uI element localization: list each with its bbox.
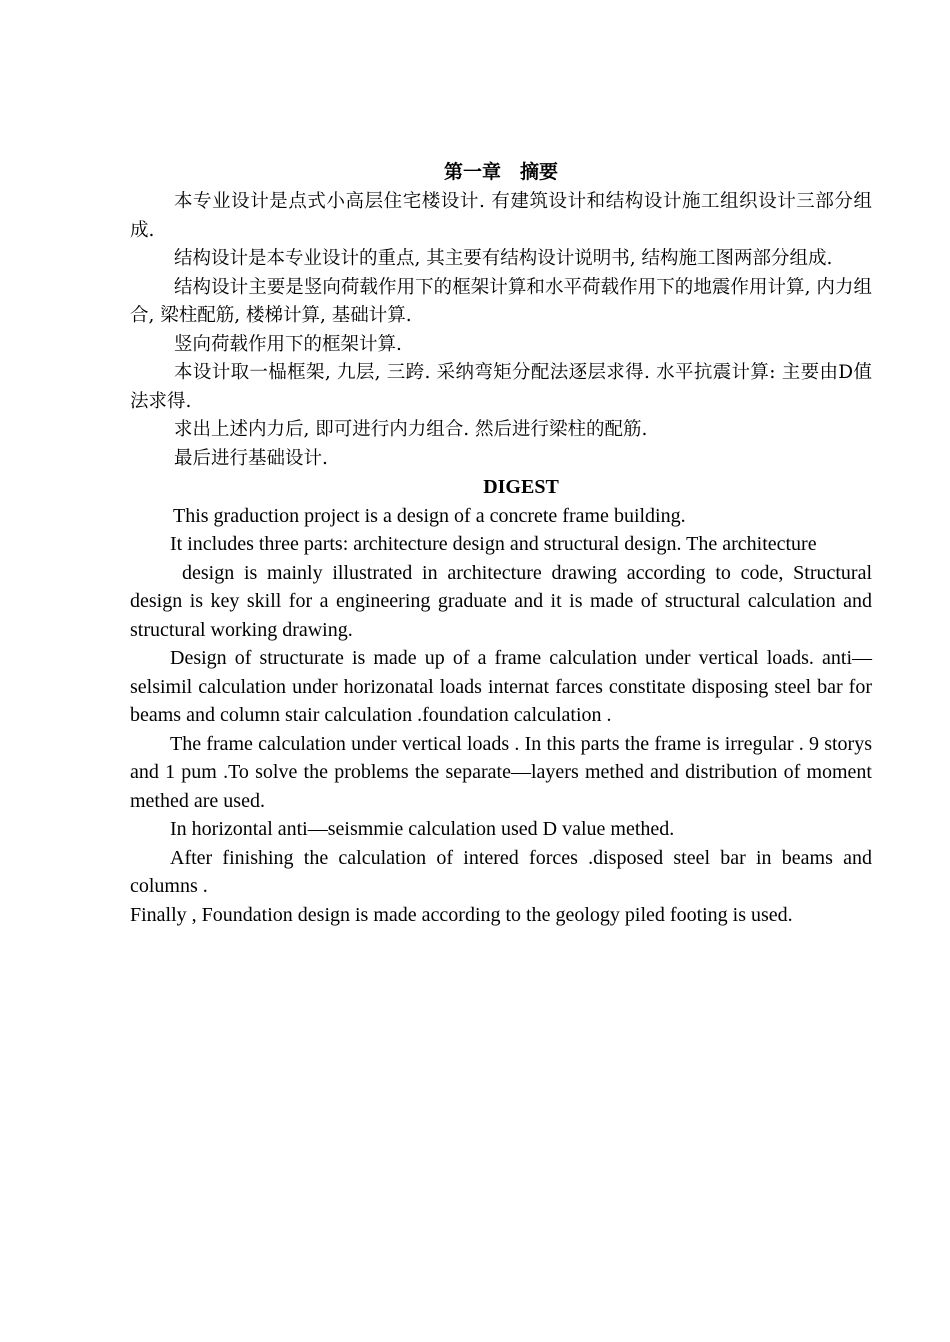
zh-paragraph-6: 求出上述内力后, 即可进行内力组合. 然后进行梁柱的配筋. xyxy=(174,419,648,440)
document-body xyxy=(130,156,872,929)
en-paragraph-5: The frame calculation under vertical loads . In this parts the frame is irregular . 9 storys and 1 pum .To solve the problems the separate—layers methed and distribution of moment methed are used. xyxy=(130,732,872,812)
zh-paragraph-3: 结构设计主要是竖向荷载作用下的框架计算和水平荷载作用下的地震作用计算, 内力组合, 梁柱配筋, 楼梯计算, 基础计算. xyxy=(130,276,872,326)
en-paragraph-3: design is mainly illustrated in architecture drawing according to code, Structural design is key skill for a engineering graduate and it is made of structural calculation and structural working drawing. xyxy=(130,561,872,641)
en-paragraph-7: After finishing the calculation of intered forces .disposed steel bar in beams and columns . xyxy=(130,846,872,897)
zh-paragraph-1: 本专业设计是点式小高层住宅楼设计. 有建筑设计和结构设计施工组织设计三部分组成. xyxy=(130,191,872,241)
zh-paragraph-4: 竖向荷载作用下的框架计算. xyxy=(174,333,402,355)
en-paragraph-6: In horizontal anti—seismmie calculation used D value methed. xyxy=(170,818,675,840)
en-paragraph-4: Design of structurate is made up of a frame calculation under vertical loads. anti—selsimil calculation under horizonatal loads internat farces constitate disposing steel bar for beams and column stair calculation .foundation calculation . xyxy=(130,647,872,726)
zh-paragraph-5: 本设计取一榀框架, 九层, 三跨. 采纳弯矩分配法逐层求得. 水平抗震计算: 主要由D值法求得. xyxy=(130,362,872,412)
zh-paragraph-2: 结构设计是本专业设计的重点, 其主要有结构设计说明书, 结构施工图两部分组成. xyxy=(174,248,833,269)
digest-title: DIGEST xyxy=(483,476,559,498)
en-paragraph-1: This graduction project is a design of a concrete frame building. xyxy=(173,504,686,527)
zh-paragraph-7: 最后进行基础设计. xyxy=(174,447,328,469)
en-paragraph-2: It includes three parts: architecture design and structural design. The architecture xyxy=(170,533,817,555)
en-paragraph-8: Finally , Foundation design is made according to the geology piled footing is used. xyxy=(130,903,793,926)
chapter-title: 第一章 摘要 xyxy=(443,161,558,183)
